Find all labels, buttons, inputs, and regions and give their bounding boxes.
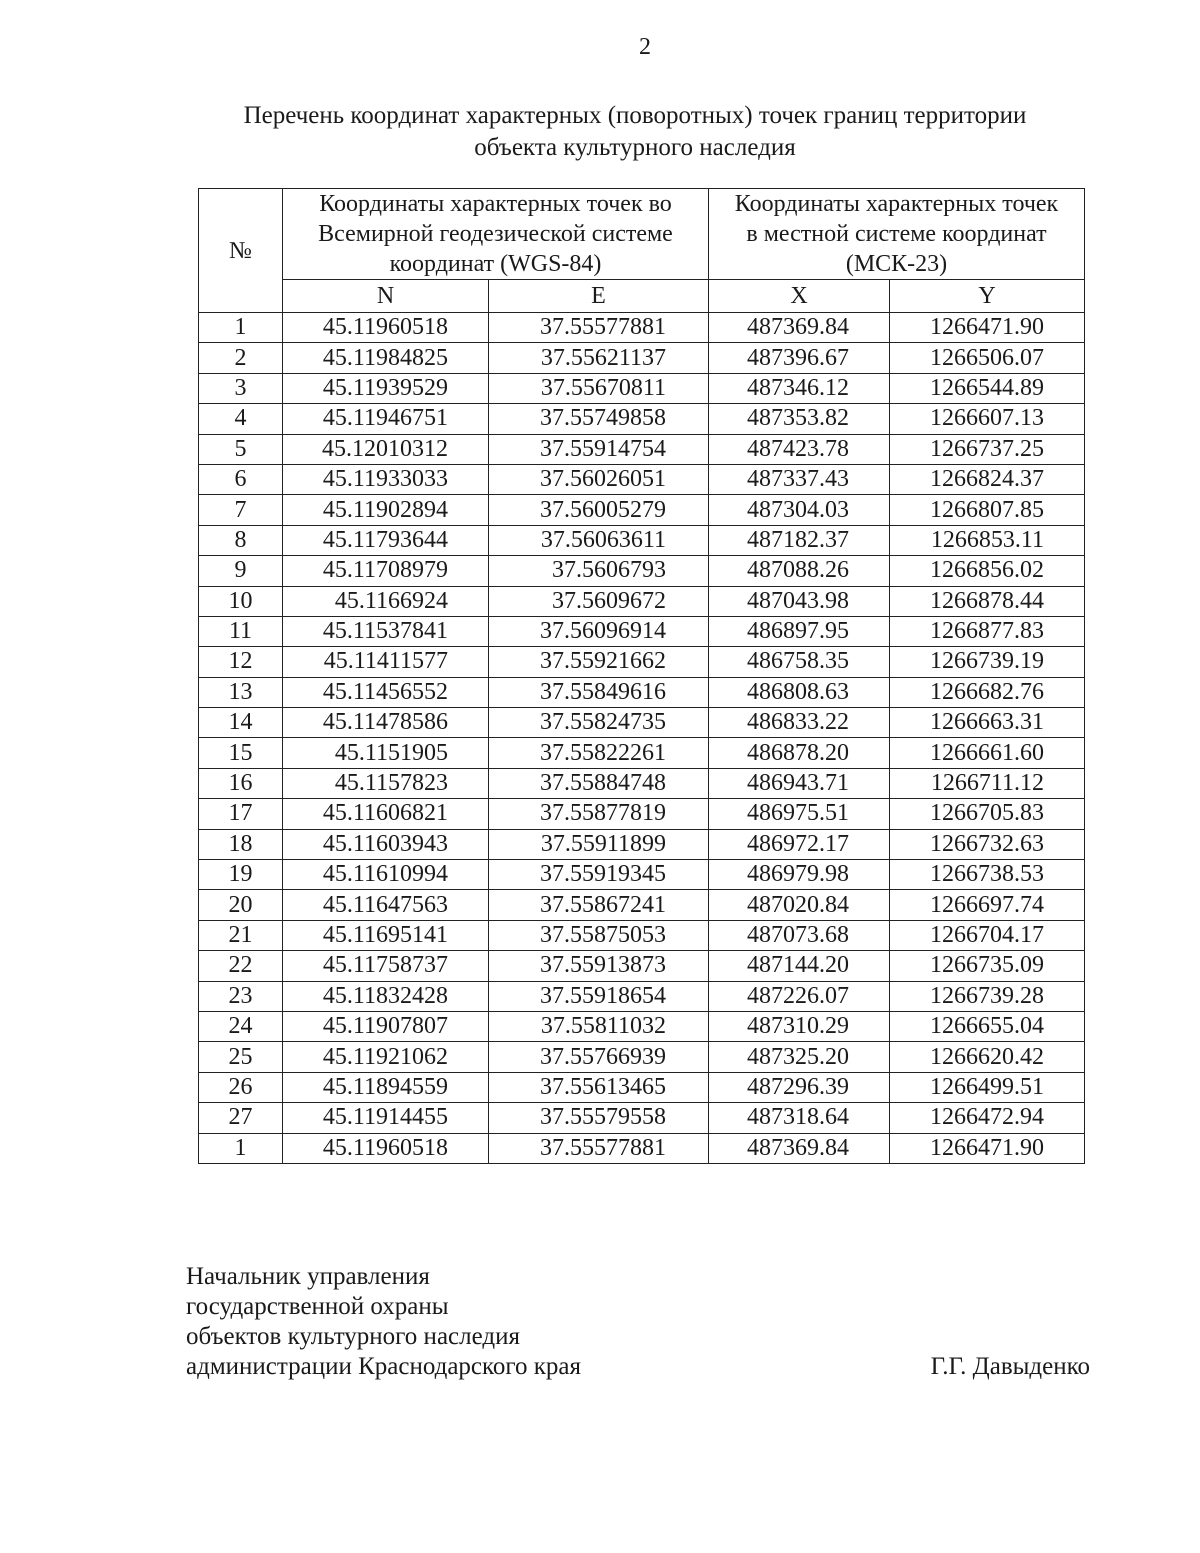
table-row <box>199 920 1085 950</box>
cell-x: 487020.84 <box>709 890 890 920</box>
cell-y: 1266853.11 <box>890 525 1085 555</box>
cell-e: 37.55577881 <box>489 313 709 343</box>
table-row <box>199 373 1085 403</box>
cell-number: 16 <box>199 768 283 798</box>
cell-number: 24 <box>199 1011 283 1041</box>
table-row <box>199 464 1085 494</box>
cell-y: 1266663.31 <box>890 708 1085 738</box>
header-y: Y <box>890 280 1085 313</box>
table-row <box>199 981 1085 1011</box>
title-line-1: Перечень координат характерных (поворотных) точек границ территории <box>243 102 1027 129</box>
cell-x: 487144.20 <box>709 951 890 981</box>
signer-name: Г.Г. Давыденко <box>930 1353 1090 1380</box>
position-line: администрации Краснодарского края <box>186 1353 582 1380</box>
table-row <box>199 434 1085 464</box>
cell-x: 487226.07 <box>709 981 890 1011</box>
cell-n: 45.11933033 <box>283 464 489 494</box>
cell-number: 4 <box>199 404 283 434</box>
cell-n: 45.1151905 <box>283 738 489 768</box>
cell-number: 2 <box>199 343 283 373</box>
cell-number: 8 <box>199 525 283 555</box>
table-row <box>199 1072 1085 1102</box>
cell-number: 3 <box>199 373 283 403</box>
table-row <box>199 1011 1085 1041</box>
cell-n: 45.11647563 <box>283 890 489 920</box>
cell-n: 45.11902894 <box>283 495 489 525</box>
cell-n: 45.11478586 <box>283 708 489 738</box>
cell-number: 10 <box>199 586 283 616</box>
cell-n: 45.11603943 <box>283 829 489 859</box>
cell-number: 11 <box>199 616 283 646</box>
cell-x: 487346.12 <box>709 373 890 403</box>
cell-x: 486975.51 <box>709 799 890 829</box>
cell-e: 37.55877819 <box>489 799 709 829</box>
position-line: государственной охраны <box>186 1293 449 1320</box>
table-row <box>199 829 1085 859</box>
cell-number: 7 <box>199 495 283 525</box>
cell-e: 37.55621137 <box>489 343 709 373</box>
cell-y: 1266807.85 <box>890 495 1085 525</box>
cell-x: 487304.03 <box>709 495 890 525</box>
table-row <box>199 768 1085 798</box>
cell-x: 486979.98 <box>709 860 890 890</box>
cell-y: 1266711.12 <box>890 768 1085 798</box>
cell-e: 37.55613465 <box>489 1072 709 1102</box>
cell-y: 1266739.19 <box>890 647 1085 677</box>
cell-x: 487310.29 <box>709 1011 890 1041</box>
cell-e: 37.55875053 <box>489 920 709 950</box>
cell-x: 486758.35 <box>709 647 890 677</box>
cell-number: 22 <box>199 951 283 981</box>
cell-e: 37.56063611 <box>489 525 709 555</box>
cell-e: 37.55914754 <box>489 434 709 464</box>
cell-x: 486808.63 <box>709 677 890 707</box>
cell-y: 1266739.28 <box>890 981 1085 1011</box>
table-row <box>199 313 1085 343</box>
cell-e: 37.55824735 <box>489 708 709 738</box>
cell-x: 487369.84 <box>709 1133 890 1163</box>
cell-n: 45.11921062 <box>283 1042 489 1072</box>
cell-e: 37.5609672 <box>489 586 709 616</box>
cell-n: 45.11411577 <box>283 647 489 677</box>
cell-number: 9 <box>199 556 283 586</box>
cell-x: 487369.84 <box>709 313 890 343</box>
cell-n: 45.11914455 <box>283 1103 489 1133</box>
cell-n: 45.11907807 <box>283 1011 489 1041</box>
cell-number: 15 <box>199 738 283 768</box>
cell-e: 37.5606793 <box>489 556 709 586</box>
table-row <box>199 890 1085 920</box>
cell-n: 45.11793644 <box>283 525 489 555</box>
cell-number: 6 <box>199 464 283 494</box>
cell-number: 25 <box>199 1042 283 1072</box>
cell-e: 37.55811032 <box>489 1011 709 1041</box>
cell-n: 45.11984825 <box>283 343 489 373</box>
cell-x: 487423.78 <box>709 434 890 464</box>
table-row <box>199 495 1085 525</box>
table-row <box>199 556 1085 586</box>
cell-number: 18 <box>199 829 283 859</box>
table-row <box>199 343 1085 373</box>
cell-x: 487318.64 <box>709 1103 890 1133</box>
header-msk23: Координаты характерных точек в местной системе координат (МСК-23) <box>709 189 1085 280</box>
cell-e: 37.55911899 <box>489 829 709 859</box>
cell-number: 26 <box>199 1072 283 1102</box>
cell-n: 45.11708979 <box>283 556 489 586</box>
cell-number: 1 <box>199 1133 283 1163</box>
table-header-row <box>199 189 1085 280</box>
cell-e: 37.55913873 <box>489 951 709 981</box>
cell-n: 45.1157823 <box>283 768 489 798</box>
cell-x: 486972.17 <box>709 829 890 859</box>
cell-y: 1266735.09 <box>890 951 1085 981</box>
cell-e: 37.56005279 <box>489 495 709 525</box>
header-e: E <box>489 280 709 313</box>
header-n: N <box>283 280 489 313</box>
table-row <box>199 1042 1085 1072</box>
cell-number: 5 <box>199 434 283 464</box>
position-line: Начальник управления <box>186 1263 430 1290</box>
cell-number: 14 <box>199 708 283 738</box>
cell-y: 1266661.60 <box>890 738 1085 768</box>
cell-y: 1266704.17 <box>890 920 1085 950</box>
cell-number: 12 <box>199 647 283 677</box>
cell-e: 37.56026051 <box>489 464 709 494</box>
cell-y: 1266607.13 <box>890 404 1085 434</box>
cell-number: 1 <box>199 313 283 343</box>
cell-number: 17 <box>199 799 283 829</box>
signature-block <box>186 1262 1090 1382</box>
table-row <box>199 525 1085 555</box>
cell-n: 45.11610994 <box>283 860 489 890</box>
cell-x: 487337.43 <box>709 464 890 494</box>
cell-x: 487073.68 <box>709 920 890 950</box>
cell-n: 45.11939529 <box>283 373 489 403</box>
cell-e: 37.56096914 <box>489 616 709 646</box>
cell-y: 1266856.02 <box>890 556 1085 586</box>
table-row <box>199 616 1085 646</box>
table-row <box>199 647 1085 677</box>
cell-number: 27 <box>199 1103 283 1133</box>
cell-y: 1266697.74 <box>890 890 1085 920</box>
cell-x: 486943.71 <box>709 768 890 798</box>
header-x: X <box>709 280 890 313</box>
cell-number: 20 <box>199 890 283 920</box>
table-row <box>199 951 1085 981</box>
cell-x: 487325.20 <box>709 1042 890 1072</box>
table-row <box>199 708 1085 738</box>
cell-x: 486878.20 <box>709 738 890 768</box>
cell-n: 45.11894559 <box>283 1072 489 1102</box>
table-row <box>199 586 1085 616</box>
cell-x: 487182.37 <box>709 525 890 555</box>
table-row <box>199 738 1085 768</box>
cell-n: 45.11960518 <box>283 1133 489 1163</box>
cell-e: 37.55919345 <box>489 860 709 890</box>
cell-x: 486897.95 <box>709 616 890 646</box>
table-row <box>199 677 1085 707</box>
cell-number: 21 <box>199 920 283 950</box>
cell-number: 13 <box>199 677 283 707</box>
cell-y: 1266472.94 <box>890 1103 1085 1133</box>
coordinates-table <box>198 188 1085 1164</box>
cell-e: 37.55849616 <box>489 677 709 707</box>
cell-x: 487396.67 <box>709 343 890 373</box>
cell-y: 1266544.89 <box>890 373 1085 403</box>
signer-position <box>186 1262 746 1382</box>
cell-n: 45.11456552 <box>283 677 489 707</box>
cell-y: 1266737.25 <box>890 434 1085 464</box>
cell-e: 37.55921662 <box>489 647 709 677</box>
position-line: объектов культурного наследия <box>186 1323 520 1350</box>
cell-y: 1266878.44 <box>890 586 1085 616</box>
cell-n: 45.11832428 <box>283 981 489 1011</box>
table-row <box>199 404 1085 434</box>
header-number: № <box>199 189 283 313</box>
table-row <box>199 799 1085 829</box>
cell-n: 45.11758737 <box>283 951 489 981</box>
cell-y: 1266705.83 <box>890 799 1085 829</box>
cell-e: 37.55577881 <box>489 1133 709 1163</box>
cell-number: 23 <box>199 981 283 1011</box>
cell-x: 487296.39 <box>709 1072 890 1102</box>
cell-e: 37.55867241 <box>489 890 709 920</box>
cell-y: 1266682.76 <box>890 677 1085 707</box>
cell-x: 487088.26 <box>709 556 890 586</box>
cell-x: 486833.22 <box>709 708 890 738</box>
cell-y: 1266824.37 <box>890 464 1085 494</box>
cell-y: 1266499.51 <box>890 1072 1085 1102</box>
cell-n: 45.11960518 <box>283 313 489 343</box>
cell-n: 45.1166924 <box>283 586 489 616</box>
table-row <box>199 1133 1085 1163</box>
cell-e: 37.55822261 <box>489 738 709 768</box>
cell-y: 1266471.90 <box>890 1133 1085 1163</box>
cell-y: 1266732.63 <box>890 829 1085 859</box>
cell-y: 1266506.07 <box>890 343 1085 373</box>
cell-e: 37.55918654 <box>489 981 709 1011</box>
document-title <box>130 100 1140 164</box>
cell-x: 487043.98 <box>709 586 890 616</box>
table-row <box>199 1103 1085 1133</box>
table-body <box>199 313 1085 1164</box>
cell-e: 37.55670811 <box>489 373 709 403</box>
cell-n: 45.11537841 <box>283 616 489 646</box>
cell-n: 45.11695141 <box>283 920 489 950</box>
cell-y: 1266738.53 <box>890 860 1085 890</box>
table-subheader-row <box>199 280 1085 313</box>
cell-e: 37.55579558 <box>489 1103 709 1133</box>
cell-y: 1266877.83 <box>890 616 1085 646</box>
table-row <box>199 860 1085 890</box>
cell-y: 1266655.04 <box>890 1011 1085 1041</box>
page-number: 2 <box>639 34 651 60</box>
cell-number: 19 <box>199 860 283 890</box>
cell-n: 45.11946751 <box>283 404 489 434</box>
header-wgs84: Координаты характерных точек во Всемирной геодезической системе координат (WGS-84) <box>283 189 709 280</box>
cell-n: 45.11606821 <box>283 799 489 829</box>
cell-x: 487353.82 <box>709 404 890 434</box>
cell-n: 45.12010312 <box>283 434 489 464</box>
cell-y: 1266620.42 <box>890 1042 1085 1072</box>
cell-y: 1266471.90 <box>890 313 1085 343</box>
cell-e: 37.55766939 <box>489 1042 709 1072</box>
title-line-2: объекта культурного наследия <box>474 134 796 161</box>
cell-e: 37.55749858 <box>489 404 709 434</box>
cell-e: 37.55884748 <box>489 768 709 798</box>
